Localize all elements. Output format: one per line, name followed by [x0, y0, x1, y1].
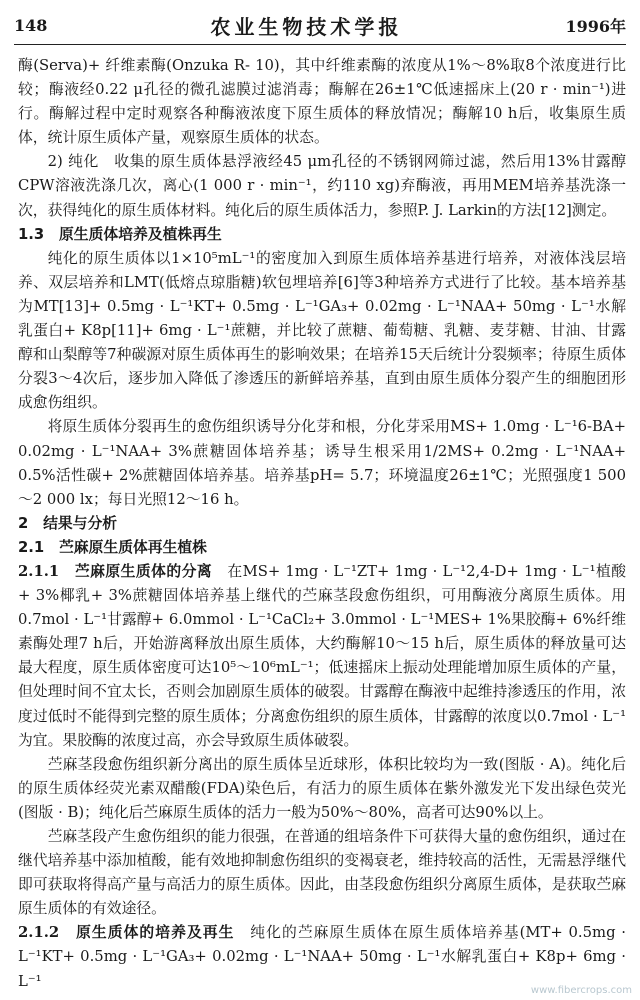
journal-title: 农业生物技术学报	[210, 14, 403, 39]
section-heading-2-1: 2.1 苎麻原生质体再生植株	[18, 538, 207, 556]
paragraph-protoplast-culture: 纯化的原生质体以1×10⁵mL⁻¹的密度加入到原生质体培养基进行培养，对液体浅层培养、双层培养和LMT(低熔点琼脂糖)软包埋培养[6]等3种培养方式进行了比较。基本培养基为MT[13]+ 0.5mg · L⁻¹KT+ 0.5mg · L⁻¹GA₃+ 0.02mg · L⁻¹NAA+ 50mg · L⁻¹水解乳蛋白+ K8p[11]+ 6mg · L⁻¹蔗糖，并比较了蔗糖、葡萄糖、乳糖、麦芽糖、甘油、甘露醇和山梨醇等7种碳源对原生质体再生的影响效果；在培养15天后统计分裂频率；待原生质体分裂3～4次后，逐步加入降低了渗透压的新鲜培养基，直到由原生质体分裂产生的细胞团形成愈伤组织。	[18, 249, 626, 412]
paragraph-enzyme-method: 酶(Serva)+ 纤维素酶(Onzuka R- 10)，其中纤维素酶的浓度从1%～8%取8个浓度进行比较；酶液经0.22 μ孔径的微孔滤膜过滤消毒；酶解在26±1℃低速摇床上(20 r · min⁻¹)进行。酶解过程中定时观察各种酶液浓度下原生质体的释放情况；酶解10 h后，收集原生质体，统计原生质体产量，观察原生质体的状态。	[18, 57, 626, 147]
paragraph-culture-regeneration-text: 纯化的苎麻原生质体在原生质体培养基(MT+ 0.5mg · L⁻¹KT+ 0.5mg · L⁻¹GA₃+ 0.02mg · L⁻¹NAA+ 50mg · L⁻¹水解乳蛋白+ K8p+ 6mg · L⁻¹	[18, 924, 626, 990]
publication-year: 1996年	[565, 16, 626, 36]
paragraph-isolation	[18, 560, 626, 753]
paragraph-callus-ability: 苎麻茎段产生愈伤组织的能力很强，在普通的组培条件下可获得大量的愈伤组织，通过在继代培养基中添加植酸，能有效地抑制愈伤组织的变褐衰老，维持较高的活性，无需悬浮继代即可获取将得高产量与高活力的原生质体。因此，由茎段愈伤组织分离原生质体，是获取苎麻原生质体的有效途径。	[18, 828, 626, 918]
subsection-heading-2-1-1: 2.1.1 苎麻原生质体的分离	[18, 562, 213, 580]
paragraph-isolation-text: 在MS+ 1mg · L⁻¹ZT+ 1mg · L⁻¹2,4-D+ 1mg · L⁻¹植酸+ 3%椰乳+ 3%蔗糖固体培养基上继代的苎麻茎段愈伤组织，可用酶液分离原生质体。用0.7mol · L⁻¹甘露醇+ 6.0mmol · L⁻¹CaCl₂+ 3.0mmol · L⁻¹MES+ 1%果胶酶+ 6%纤维素酶处理7 h后，开始游离释放出原生质体，大约酶解10～15 h后，原生质体的释放量可达最大程度，原生质体密度可达10⁵～10⁶mL⁻¹；低速摇床上振动处理能增加原生质体的产量，但处理时间不宜太长，否则会加剧原生质体的破裂。甘露醇在酶液中起维持渗透压的作用，浓度过低时不能得到完整的原生质体；分离愈伤组织的原生质体，甘露醇的浓度以0.7mol · L⁻¹为宜。果胶酶的浓度过高，亦会导致原生质体破裂。	[18, 562, 626, 749]
section-heading-1-3: 1.3 原生质体培养及植株再生	[18, 225, 222, 243]
watermark-text: www.fibercrops.com	[530, 985, 632, 996]
subsection-heading-2-1-2: 2.1.2 原生质体的培养及再生	[18, 924, 235, 942]
page-header	[14, 10, 626, 45]
paragraph-differentiation: 将原生质体分裂再生的愈伤组织诱导分化芽和根，分化芽采用MS+ 1.0mg · L⁻¹6-BA+ 0.02mg · L⁻¹NAA+ 3%蔗糖固体培养基；诱导生根采用1/2MS+ 0.2mg · L⁻¹NAA+ 0.5%活性碳+ 2%蔗糖固体培养基。培养基pH= 5.7；环境温度26±1℃；光照强度1 500～2 000 lx；每日光照12～16 h。	[18, 418, 626, 508]
paragraph-purification: 2) 纯化 收集的原生质体悬浮液经45 μm孔径的不锈钢网筛过滤，然后用13%甘露醇CPW溶液洗涤几次，离心(1 000 r · min⁻¹，约110 xg)弃酶液，再用MEM培养基洗涤一次，获得纯化的原生质体材料。纯化后的原生质体活力，参照P. J. Larkin的方法[12]测定。	[18, 153, 626, 219]
page-number: 148	[14, 15, 48, 35]
paragraph-culture-regeneration	[18, 921, 626, 993]
page-body	[18, 54, 626, 994]
section-heading-2: 2 结果与分析	[18, 514, 118, 532]
paragraph-protoplast-shape: 苎麻茎段愈伤组织新分离出的原生质体呈近球形，体积比较均为一致(图版 · A)。纯化后的原生质体经荧光素双醋酸(FDA)染色后，有活力的原生质体在紫外激发光下发出绿色荧光(图版 · B)；纯化后苎麻原生质体的活力一般为50%～80%，高者可达90%以上。	[18, 755, 626, 821]
